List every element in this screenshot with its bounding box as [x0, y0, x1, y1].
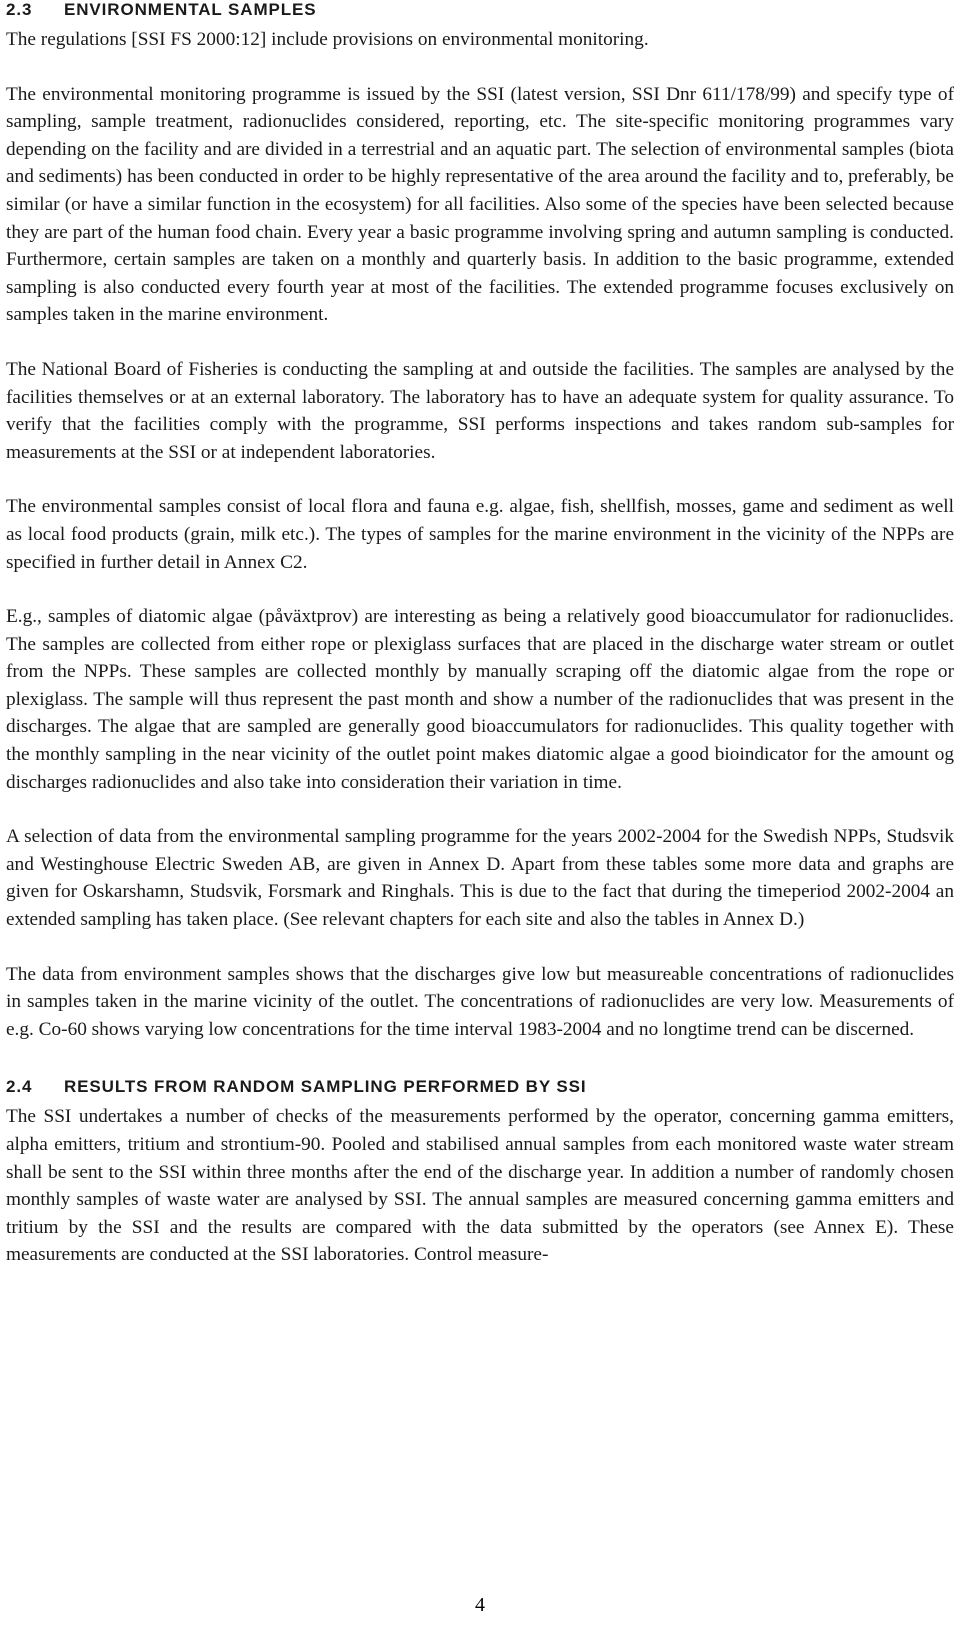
- paragraph: The data from environment samples shows that the discharges give low but measureable concentrations of radionuclides in samples taken in the marine vicinity of the outlet. The concentrations of radionuclides are very low. Measurements of e.g. Co-60 shows varying low concentrations for the time interval 1983-2004 and no longtime trend can be discerned.: [6, 963, 954, 1040]
- paragraph: The regulations [SSI FS 2000:12] include provisions on environmental monitoring.: [6, 29, 649, 50]
- section-number: 2.4: [6, 1077, 33, 1097]
- paragraph: The National Board of Fisheries is conducting the sampling at and outside the facilities. The samples are analysed by the facilities themselves or at an external laboratory. The laboratory has to have an adequate system for quality assurance. To verify that the facilities comply with the programme, SSI performs inspections and takes random sub-samples for measurements at the SSI or at independent laboratories.: [6, 358, 954, 463]
- paragraph: The environmental samples consist of local flora and fauna e.g. algae, fish, shellfish, mosses, game and sediment as well as local food products (grain, milk etc.). The types of samples for the marine environment in the vicinity of the NPPs are specified in further detail in Annex C2.: [6, 496, 954, 573]
- paragraph: E.g., samples of diatomic algae (påväxtprov) are interesting as being a relatively good bioaccumulator for radionuclides. The samples are collected from either rope or plexiglass surfaces that are placed in the discharge water stream or outlet from the NPPs. These samples are collected monthly by manually scraping off the diatomic algae from the rope or plexiglass. The sample will thus represent the past month and show a number of the radionuclides that was present in the discharges. The algae that are sampled are generally good bioaccumulators for radionuclides. This quality together with the monthly sampling in the near vicinity of the outlet point makes diatomic algae a good bioindicator for the amount og discharges radionuclides and also take into consideration their variation in time.: [6, 606, 954, 793]
- section-heading-2-4: [6, 1077, 954, 1097]
- section-number: 2.3: [6, 0, 33, 19]
- section-heading-2-3: [6, 0, 954, 20]
- paragraph: The environmental monitoring programme is issued by the SSI (latest version, SSI Dnr 611/178/99) and specify type of sampling, sample treatment, radionuclides considered, reporting, etc. The site-specific monitoring programmes vary depending on the facility and are divided in a terrestrial and an aquatic part. The selection of environmental samples (biota and sediments) has been conducted in order to be highly representative of the area around the facility and to, preferably, be similar (or have a similar function in the ecosystem) for all facilities. Also some of the species have been selected because they are part of the human food chain. Every year a basic programme involving spring and autumn sampling is conducted. Furthermore, certain samples are taken on a monthly and quarterly basis. In addition to the basic programme, extended sampling is also conducted every fourth year at most of the facilities. The extended programme focuses exclusively on samples taken in the marine environment.: [6, 83, 954, 326]
- paragraph: A selection of data from the environmental sampling programme for the years 2002-2004 for the Swedish NPPs, Studsvik and Westinghouse Electric Sweden AB, are given in Annex D. Apart from these tables some more data and graphs are given for Oskarshamn, Studsvik, Forsmark and Ringhals. This is due to the fact that during the timeperiod 2002-2004 an extended sampling has taken place. (See relevant chapters for each site and also the tables in Annex D.): [6, 826, 954, 931]
- section-title: RESULTS FROM RANDOM SAMPLING PERFORMED BY SSI: [64, 1077, 587, 1097]
- paragraph: The SSI undertakes a number of checks of the measurements performed by the operator, concerning gamma emitters, alpha emitters, tritium and strontium-90. Pooled and stabilised annual samples from each monitored waste water stream shall be sent to the SSI within three months after the end of the discharge year. In addition a number of randomly chosen monthly samples of waste water are analysed by SSI. The annual samples are measured concerning gamma emitters and tritium by the SSI and the results are compared with the data submitted by the operators (see Annex E). These measurements are conducted at the SSI laboratories. Control measure-: [6, 1106, 954, 1266]
- section-title: ENVIRONMENTAL SAMPLES: [64, 0, 317, 19]
- page-number: 4: [475, 1594, 485, 1616]
